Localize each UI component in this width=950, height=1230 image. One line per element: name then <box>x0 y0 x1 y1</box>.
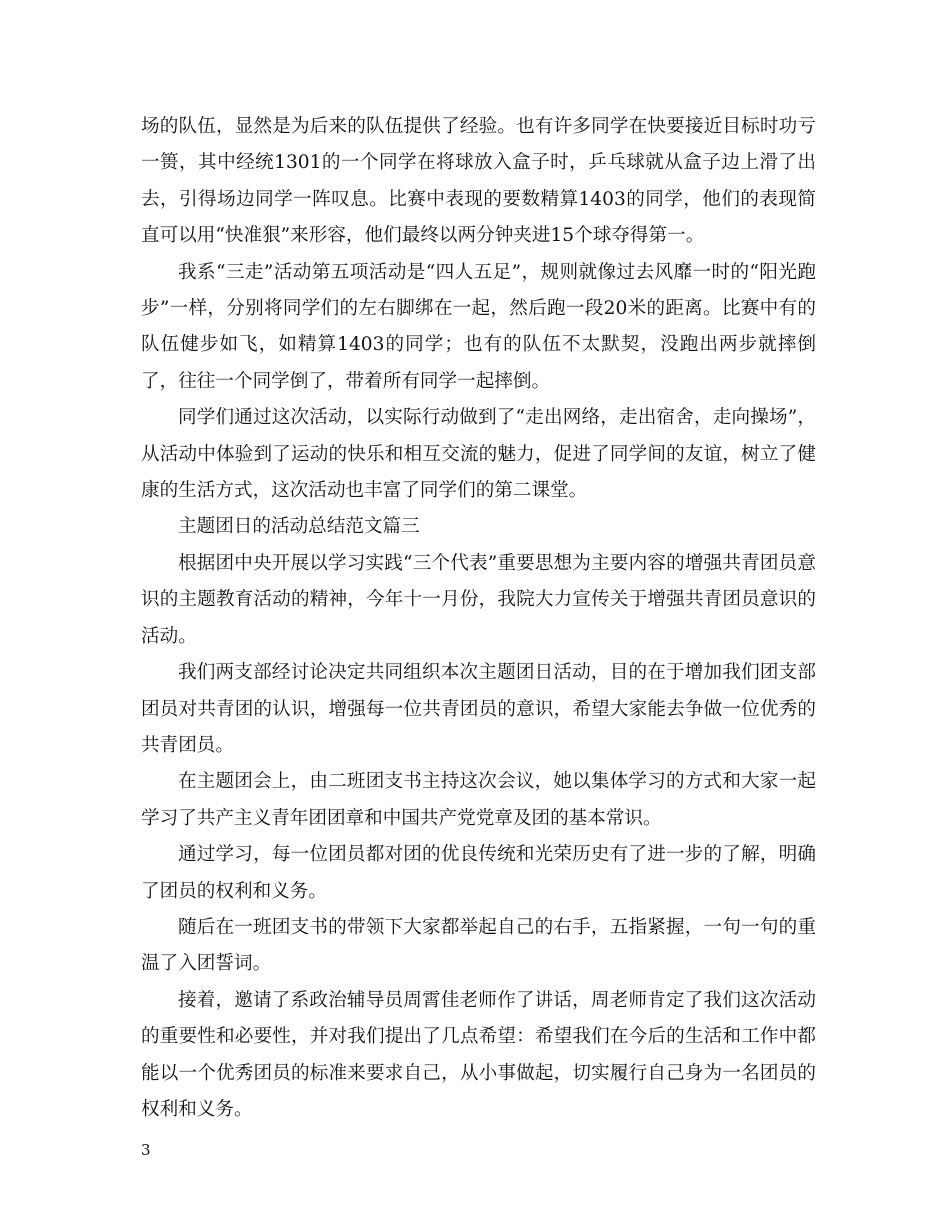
paragraph-5: 根据团中央开展以学习实践“三个代表”重要思想为主要内容的增强共青团员意识的主题教育活动的精神，今年十一月份，我院大力宣传关于增强共青团员意识的活动。 <box>141 552 816 647</box>
paragraph-2: 我系“三走”活动第五项活动是“四人五足”，规则就像过去风靡一时的“阳光跑步”一样，分别将同学们的左右脚绑在一起，然后跑一段20米的距离。比赛中有的队伍健步如飞，如精算1403的同学；也有的队伍不太默契，没跑出两步就摔倒了，往往一个同学倒了，带着所有同学一起摔倒。 <box>141 261 816 392</box>
section-heading: 主题团日的活动总结范文篇三 <box>178 516 420 538</box>
paragraph-7: 在主题团会上，由二班团支书主持这次会议，她以集体学习的方式和大家一起学习了共产主义青年团团章和中国共产党党章及团的基本常识。 <box>141 771 816 829</box>
document-body <box>141 109 816 1128</box>
paragraph-8: 通过学习，每一位团员都对团的优良传统和光荣历史有了进一步的了解，明确了团员的权利和义务。 <box>141 844 816 902</box>
paragraph-1: 场的队伍，显然是为后来的队伍提供了经验。也有许多同学在快要接近目标时功亏一篑，其中经统1301的一个同学在将球放入盒子时，乒乓球就从盒子边上滑了出去，引得场边同学一阵叹息。比赛中表现的要数精算1403的同学，他们的表现简直可以用“快准狠”来形容，他们最终以两分钟夹进15个球夺得第一。 <box>141 116 816 247</box>
paragraph-6: 我们两支部经讨论决定共同组织本次主题团日活动，目的在于增加我们团支部团员对共青团的认识，增强每一位共青团员的意识，希望大家能去争做一位优秀的共青团员。 <box>141 662 816 756</box>
paragraph-3: 同学们通过这次活动，以实际行动做到了“走出网络，走出宿舍，走向操场”，从活动中体验到了运动的快乐和相互交流的魅力，促进了同学间的友谊，树立了健康的生活方式，这次活动也丰富了同学们的第二课堂。 <box>141 407 816 502</box>
page-number: 3 <box>141 1141 151 1159</box>
paragraph-10: 接着，邀请了系政治辅导员周霄佳老师作了讲话，周老师肯定了我们这次活动的重要性和必要性，并对我们提出了几点希望：希望我们在今后的生活和工作中都能以一个优秀团员的标准来要求自己，从小事做起，切实履行自己身为一名团员的权利和义务。 <box>141 989 816 1120</box>
paragraph-9: 随后在一班团支书的带领下大家都举起自己的右手，五指紧握，一句一句的重温了入团誓词。 <box>141 916 816 975</box>
